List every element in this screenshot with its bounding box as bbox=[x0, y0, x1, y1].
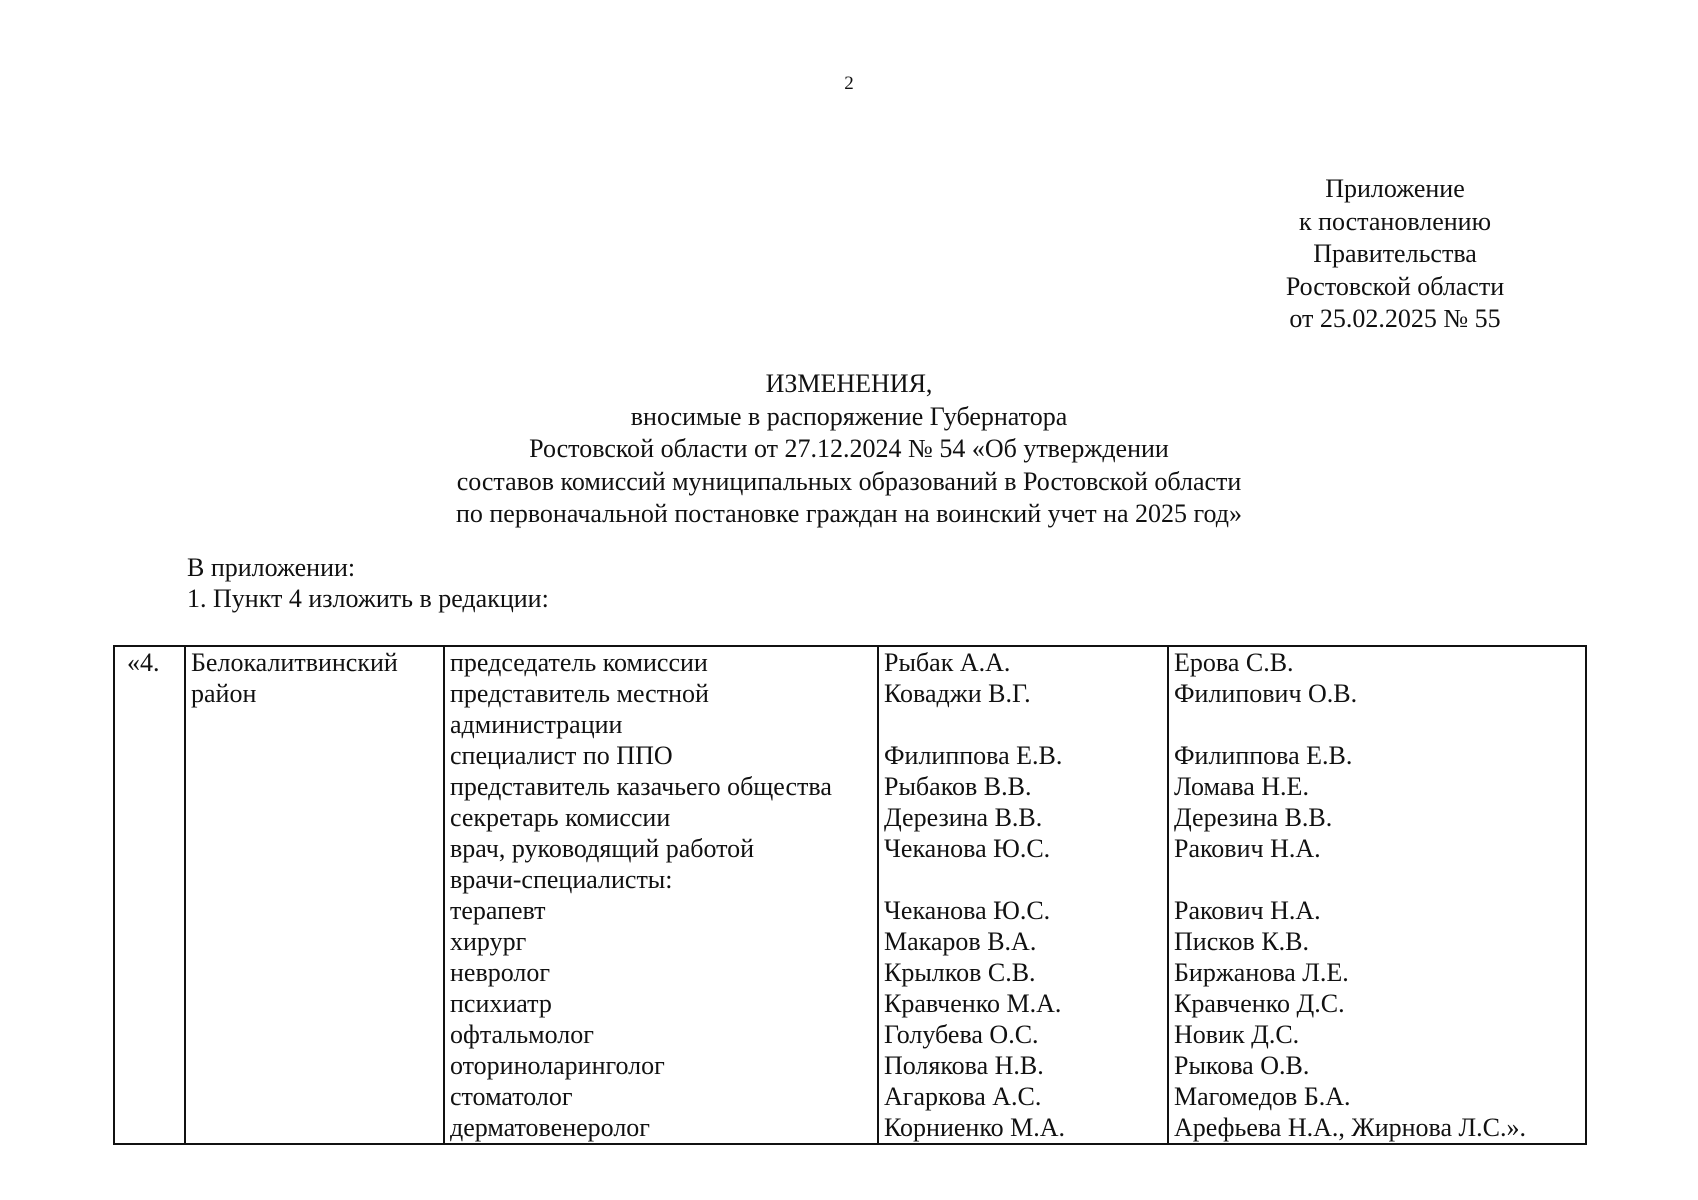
main-member-name: Кравченко М.А. bbox=[884, 989, 1062, 1018]
title-line: вносимые в распоряжение Губернатора bbox=[630, 401, 1068, 431]
item-number-cell bbox=[114, 646, 185, 1144]
intro-line: 1. Пункт 4 изложить в редакции: bbox=[187, 584, 549, 613]
role-label: секретарь комиссии bbox=[450, 803, 671, 832]
deputy-member-name: Писков К.В. bbox=[1174, 927, 1310, 956]
appendix-line: к постановлению bbox=[1298, 206, 1492, 236]
main-member-name: Рыбаков В.В. bbox=[884, 772, 1032, 801]
appendix-block bbox=[1240, 173, 1550, 336]
role-label: представитель местной bbox=[450, 679, 709, 708]
role-label: представитель казачьего общества bbox=[450, 772, 832, 801]
deputy-member-name: Филипович О.В. bbox=[1174, 679, 1358, 708]
title-line: составов комиссий муниципальных образований в Ростовской области bbox=[456, 466, 1242, 496]
role-label: хирург bbox=[450, 927, 527, 956]
role-label: офтальмолог bbox=[450, 1020, 594, 1049]
appendix-line: от 25.02.2025 № 55 bbox=[1289, 304, 1501, 333]
title-heading: ИЗМЕНЕНИЯ, bbox=[765, 369, 933, 398]
main-member-name: Рыбак А.А. bbox=[884, 648, 1011, 677]
role-label: стоматолог bbox=[450, 1082, 573, 1111]
deputy-member-name: Новик Д.С. bbox=[1174, 1020, 1300, 1049]
page-number: 2 bbox=[844, 73, 854, 94]
deputy-member-name: Кравченко Д.С. bbox=[1174, 989, 1345, 1018]
deputy-member-name: Ракович Н.А. bbox=[1174, 896, 1321, 925]
role-label: дерматовенеролог bbox=[450, 1113, 650, 1142]
main-member-column bbox=[878, 646, 1168, 1144]
deputy-member-name: Филиппова Е.В. bbox=[1174, 741, 1353, 770]
title-line: Ростовской области от 27.12.2024 № 54 «Об утверждении bbox=[529, 434, 1169, 463]
commission-table bbox=[113, 645, 1587, 1145]
deputy-member-name: Рыкова О.В. bbox=[1174, 1051, 1310, 1080]
role-label: администрации bbox=[450, 710, 623, 739]
deputy-member-name bbox=[1174, 709, 1585, 740]
role-label: оториноларинголог bbox=[450, 1051, 665, 1080]
main-member-name: Голубева О.С. bbox=[884, 1020, 1039, 1049]
role-column bbox=[444, 646, 878, 1144]
deputy-member-name: Магомедов Б.А. bbox=[1174, 1082, 1351, 1111]
appendix-line: Ростовской области bbox=[1285, 271, 1505, 301]
main-member-name bbox=[884, 709, 1167, 740]
role-label: психиатр bbox=[450, 989, 552, 1018]
main-member-name: Дерезина В.В. bbox=[884, 803, 1043, 832]
appendix-line: Приложение bbox=[1325, 174, 1465, 203]
intro-text bbox=[187, 552, 549, 614]
main-member-name: Агаркова А.С. bbox=[884, 1082, 1042, 1111]
deputy-member-column bbox=[1168, 646, 1586, 1144]
main-member-name: Коваджи В.Г. bbox=[884, 679, 1031, 708]
deputy-member-name: Ломава Н.Е. bbox=[1174, 772, 1309, 801]
appendix-line: Правительства bbox=[1313, 239, 1477, 268]
main-member-name: Чеканова Ю.С. bbox=[884, 834, 1051, 863]
deputy-member-name: Арефьева Н.А., Жирнова Л.С.». bbox=[1174, 1113, 1526, 1142]
intro-line: В приложении: bbox=[187, 553, 356, 582]
deputy-member-name: Ракович Н.А. bbox=[1174, 834, 1321, 863]
main-member-name: Макаров В.А. bbox=[884, 927, 1037, 956]
role-label: врачи-специалисты: bbox=[450, 865, 673, 894]
role-label: врач, руководящий работой bbox=[450, 834, 755, 863]
area-cell bbox=[185, 646, 444, 1144]
title-line: по первоначальной постановке граждан на воинский учет на 2025 год» bbox=[455, 499, 1243, 528]
main-member-name: Крылков С.В. bbox=[884, 958, 1036, 987]
area-line: Белокалитвинский bbox=[191, 648, 398, 677]
deputy-member-name: Биржанова Л.Е. bbox=[1174, 958, 1349, 987]
role-label: невролог bbox=[450, 958, 551, 987]
deputy-member-name: Дерезина В.В. bbox=[1174, 803, 1333, 832]
role-label: председатель комиссии bbox=[450, 648, 708, 677]
main-member-name: Корниенко М.А. bbox=[884, 1113, 1066, 1142]
main-member-name: Филиппова Е.В. bbox=[884, 741, 1063, 770]
table-row bbox=[114, 646, 1586, 1144]
document-title bbox=[0, 368, 1698, 531]
deputy-member-name bbox=[1174, 864, 1585, 895]
item-number: «4. bbox=[127, 648, 160, 677]
main-member-name: Чеканова Ю.С. bbox=[884, 896, 1051, 925]
main-member-name bbox=[884, 864, 1167, 895]
role-label: специалист по ППО bbox=[450, 741, 673, 770]
role-label: терапевт bbox=[450, 896, 546, 925]
deputy-member-name: Ерова С.В. bbox=[1174, 648, 1294, 677]
area-line: район bbox=[191, 679, 257, 708]
main-member-name: Полякова Н.В. bbox=[884, 1051, 1044, 1080]
